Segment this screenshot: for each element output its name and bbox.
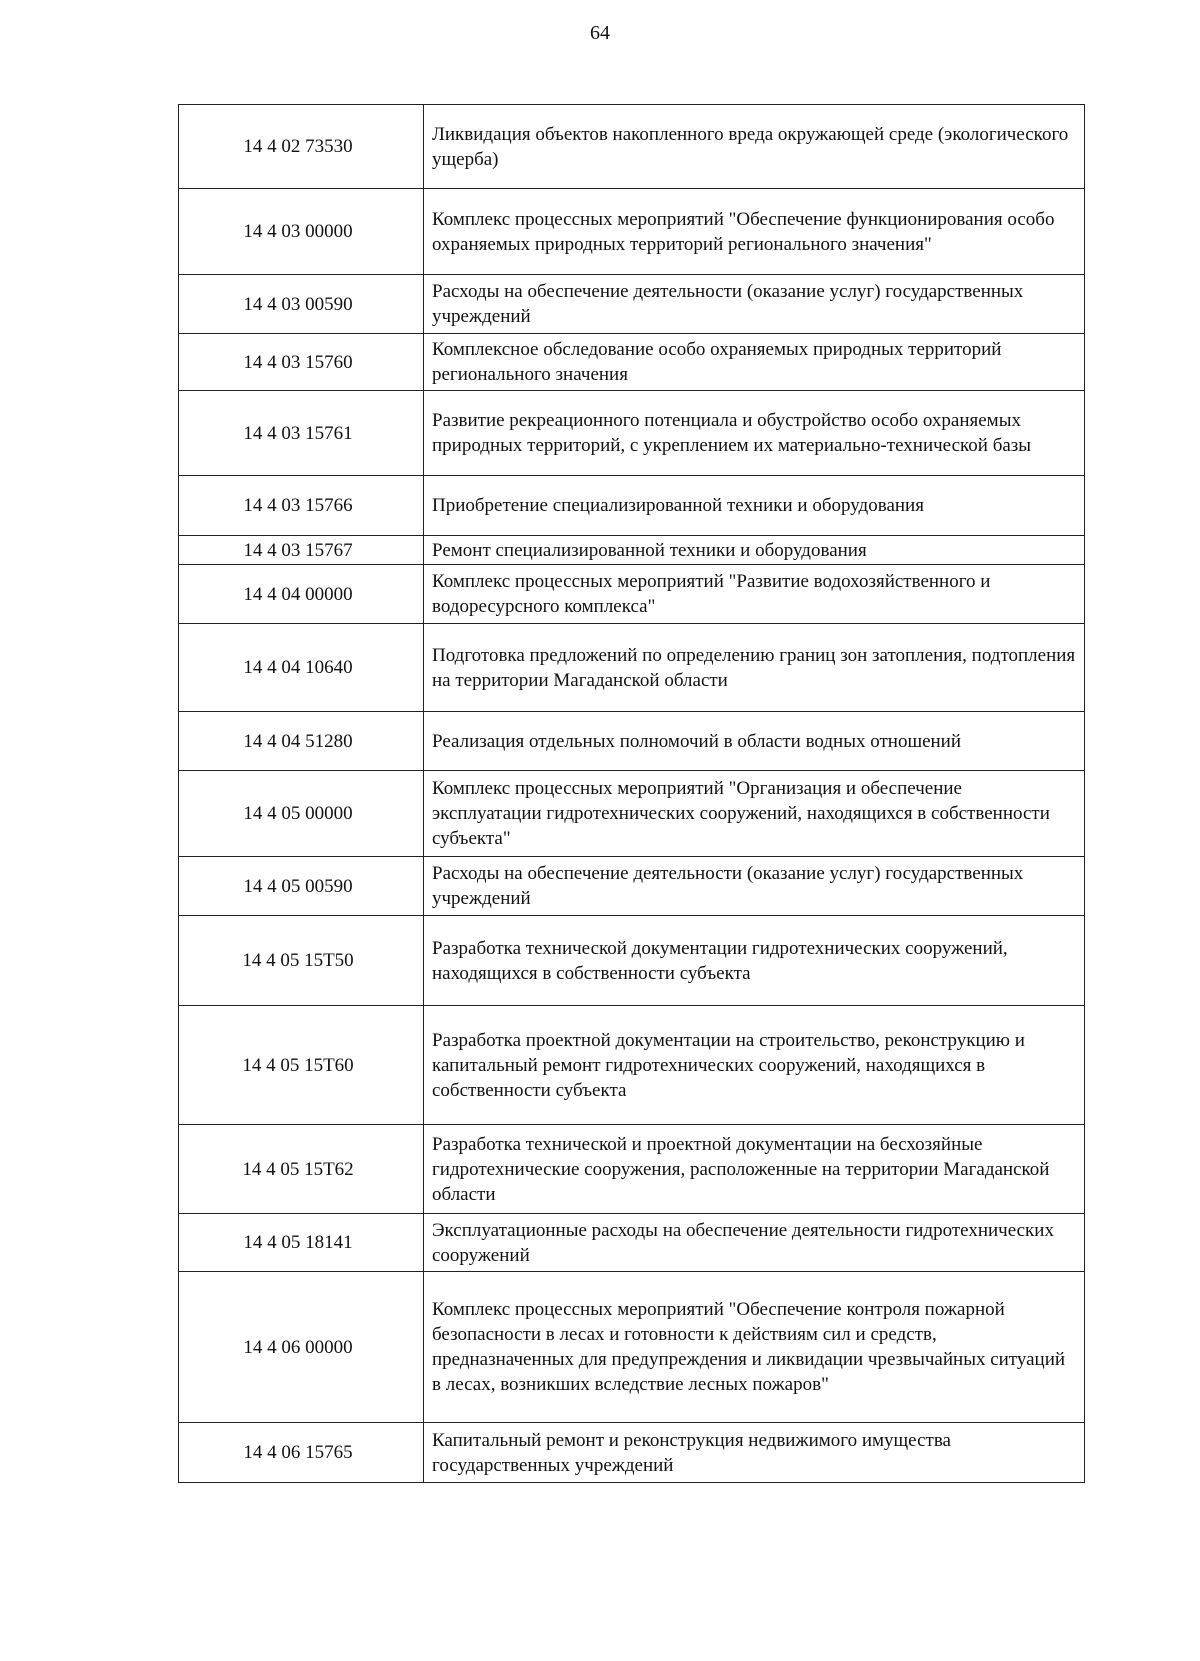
table-row (179, 1125, 1085, 1214)
row-description: Ликвидация объектов накопленного вреда окружающей среде (экологического ущерба) (424, 105, 1085, 189)
table-row (179, 565, 1085, 624)
table-row (179, 189, 1085, 275)
row-description: Разработка технической и проектной документации на бесхозяйные гидротехнические сооружения, расположенные на территории Магаданской области (424, 1125, 1085, 1214)
row-description: Подготовка предложений по определению границ зон затопления, подтопления на территории Магаданской области (424, 624, 1085, 712)
row-code: 14 4 03 15760 (179, 334, 424, 391)
row-code: 14 4 03 15761 (179, 391, 424, 476)
table-row (179, 857, 1085, 916)
table-row (179, 624, 1085, 712)
row-code: 14 4 04 00000 (179, 565, 424, 624)
table-row (179, 712, 1085, 771)
table-row (179, 275, 1085, 334)
row-code: 14 4 05 15Т60 (179, 1006, 424, 1125)
row-code: 14 4 05 00000 (179, 771, 424, 857)
budget-codes-table (178, 104, 1085, 1483)
row-description: Расходы на обеспечение деятельности (оказание услуг) государственных учреждений (424, 275, 1085, 334)
row-description: Комплекс процессных мероприятий "Развитие водохозяйственного и водоресурсного комплекса" (424, 565, 1085, 624)
table-row (179, 1423, 1085, 1483)
row-code: 14 4 05 15Т62 (179, 1125, 424, 1214)
table-row (179, 1214, 1085, 1272)
row-description: Ремонт специализированной техники и оборудования (424, 536, 1085, 565)
row-code: 14 4 05 00590 (179, 857, 424, 916)
row-description: Развитие рекреационного потенциала и обустройство особо охраняемых природных территорий, с укреплением их материально-технической базы (424, 391, 1085, 476)
table-row (179, 105, 1085, 189)
row-description: Разработка технической документации гидротехнических сооружений, находящихся в собственности субъекта (424, 916, 1085, 1006)
row-description: Капитальный ремонт и реконструкция недвижимого имущества государственных учреждений (424, 1423, 1085, 1483)
table-body (179, 105, 1085, 1483)
table-row (179, 536, 1085, 565)
row-description: Разработка проектной документации на строительство, реконструкцию и капитальный ремонт гидротехнических сооружений, находящихся в собственности субъекта (424, 1006, 1085, 1125)
row-code: 14 4 03 15767 (179, 536, 424, 565)
table-row (179, 334, 1085, 391)
row-code: 14 4 03 00590 (179, 275, 424, 334)
row-description: Комплексное обследование особо охраняемых природных территорий регионального значения (424, 334, 1085, 391)
row-description: Комплекс процессных мероприятий "Обеспечение функционирования особо охраняемых природных территорий регионального значения" (424, 189, 1085, 275)
row-code: 14 4 03 00000 (179, 189, 424, 275)
row-code: 14 4 05 15Т50 (179, 916, 424, 1006)
page-number: 64 (590, 22, 610, 44)
table-row (179, 1006, 1085, 1125)
row-description: Комплекс процессных мероприятий "Обеспечение контроля пожарной безопасности в лесах и готовности к действиям сил и средств, предназначенных для предупреждения и ликвидации чрезвычайных ситуаций в лесах, возникших вследствие лесных пожаров" (424, 1272, 1085, 1423)
row-code: 14 4 02 73530 (179, 105, 424, 189)
row-code: 14 4 06 00000 (179, 1272, 424, 1423)
row-code: 14 4 04 10640 (179, 624, 424, 712)
row-description: Расходы на обеспечение деятельности (оказание услуг) государственных учреждений (424, 857, 1085, 916)
row-description: Реализация отдельных полномочий в области водных отношений (424, 712, 1085, 771)
row-code: 14 4 04 51280 (179, 712, 424, 771)
table-row (179, 916, 1085, 1006)
table-row (179, 476, 1085, 536)
row-code: 14 4 06 15765 (179, 1423, 424, 1483)
table-row (179, 1272, 1085, 1423)
row-description: Эксплуатационные расходы на обеспечение деятельности гидротехнических сооружений (424, 1214, 1085, 1272)
table-row (179, 771, 1085, 857)
row-description: Комплекс процессных мероприятий "Организация и обеспечение эксплуатации гидротехнических сооружений, находящихся в собственности субъекта" (424, 771, 1085, 857)
table-row (179, 391, 1085, 476)
row-code: 14 4 05 18141 (179, 1214, 424, 1272)
row-code: 14 4 03 15766 (179, 476, 424, 536)
row-description: Приобретение специализированной техники и оборудования (424, 476, 1085, 536)
